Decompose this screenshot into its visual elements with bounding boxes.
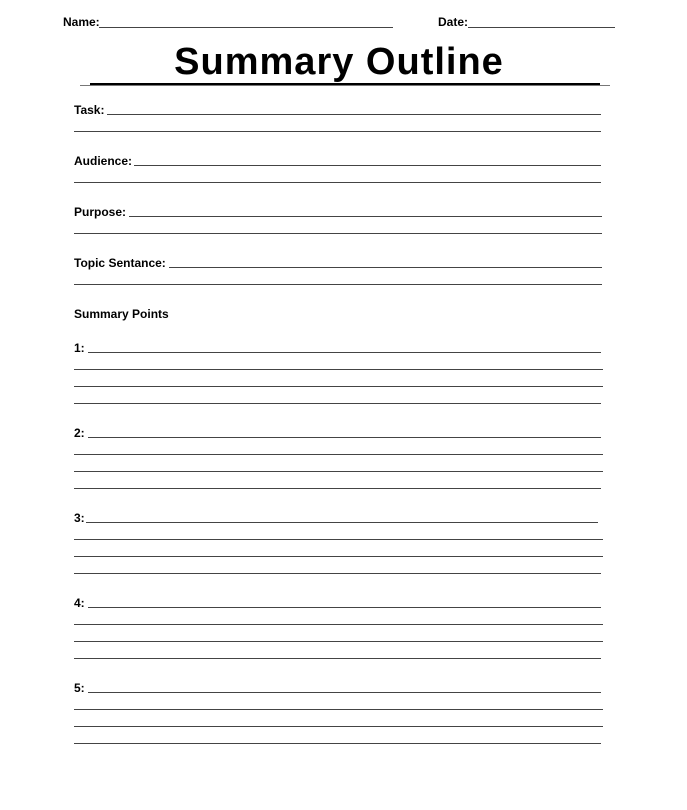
purpose-label: Purpose: [74, 205, 127, 219]
point-1-label: 1: [74, 341, 85, 355]
point-4-line-4[interactable] [74, 658, 601, 659]
point-5-line-4[interactable] [74, 743, 601, 744]
point-1-line-4[interactable] [74, 403, 601, 404]
point-3-label: 3: [74, 511, 85, 525]
audience-line-2[interactable] [74, 182, 601, 183]
purpose-line-2[interactable] [74, 233, 602, 234]
point-2-line-2[interactable] [74, 454, 603, 455]
point-5-line-1[interactable] [88, 692, 601, 693]
audience-line-1[interactable] [134, 165, 601, 166]
point-2-line-3[interactable] [74, 471, 603, 472]
date-label: Date: [438, 15, 469, 29]
name-field[interactable] [99, 27, 393, 28]
point-1-line-1[interactable] [88, 352, 601, 353]
title-underline-shadow [80, 85, 610, 86]
point-5-label: 5: [74, 681, 85, 695]
name-label: Name: [63, 15, 100, 29]
point-3-line-4[interactable] [74, 573, 601, 574]
point-3-line-3[interactable] [74, 556, 603, 557]
task-label: Task: [74, 103, 105, 117]
point-1-line-2[interactable] [74, 369, 603, 370]
summary-points-heading: Summary Points [74, 307, 169, 321]
point-2-line-1[interactable] [88, 437, 601, 438]
point-5-line-3[interactable] [74, 726, 603, 727]
topic-sentence-line-2[interactable] [74, 284, 602, 285]
point-4-line-2[interactable] [74, 624, 603, 625]
point-3-line-2[interactable] [74, 539, 603, 540]
point-4-line-3[interactable] [74, 641, 603, 642]
point-4-label: 4: [74, 596, 85, 610]
purpose-line-1[interactable] [129, 216, 602, 217]
point-3-line-1[interactable] [86, 522, 598, 523]
task-line-1[interactable] [107, 114, 601, 115]
topic-sentence-label: Topic Sentance: [74, 256, 166, 270]
audience-label: Audience: [74, 154, 133, 168]
page-title: Summary Outline [174, 41, 504, 83]
topic-sentence-line-1[interactable] [169, 267, 602, 268]
point-2-line-4[interactable] [74, 488, 601, 489]
date-field[interactable] [468, 27, 615, 28]
task-line-2[interactable] [74, 131, 601, 132]
point-2-label: 2: [74, 426, 85, 440]
point-1-line-3[interactable] [74, 386, 603, 387]
point-4-line-1[interactable] [88, 607, 601, 608]
point-5-line-2[interactable] [74, 709, 603, 710]
